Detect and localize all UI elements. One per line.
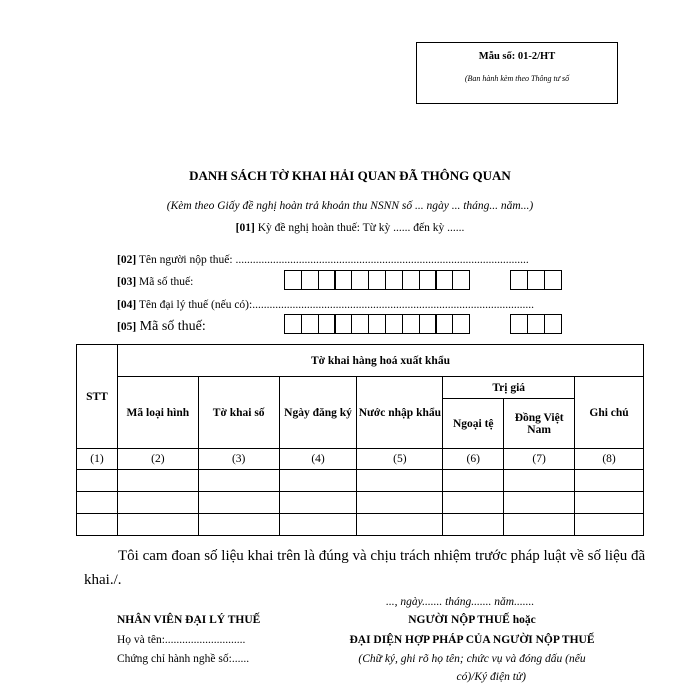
field-code-02: [02] [117,254,137,266]
col-note: Ghi chú [575,377,644,449]
col-num-7: (7) [504,449,575,470]
customs-declaration-table [76,344,644,536]
col-num-1: (1) [77,449,118,470]
taxpayer-title-line-1: NGƯỜI NỘP THUẾ hoặc [408,614,536,626]
taxpayer-tin-branch-boxes[interactable] [510,270,560,290]
col-num-3: (3) [198,449,279,470]
col-country: Nước nhập khẩu [357,377,443,449]
taxpayer-name-dots: ...................................................................................................... [235,254,529,266]
export-goods-header: Tờ khai hàng hoá xuất khẩu [117,345,643,377]
field-code-01: [01] [235,222,255,234]
field-code-05: [05] [117,321,137,333]
col-num-2: (2) [117,449,198,470]
agent-name-label: Tên đại lý thuế (nếu có): [136,299,253,311]
taxpayer-signature-note-1: (Chữ ký, ghi rõ họ tên; chức vụ và đóng dấu (nếu [358,653,586,665]
agent-staff-title: NHÂN VIÊN ĐẠI LÝ THUẾ [117,614,261,626]
table-row [77,514,644,536]
form-code: Mẫu số: 01-2/HT [478,51,556,62]
field-code-03: [03] [117,276,137,288]
agent-name-field [117,299,534,311]
document-title: DANH SÁCH TỜ KHAI HẢI QUAN ĐÃ THÔNG QUAN [189,168,511,183]
agent-staff-name: Họ và tên:............................ [117,634,246,646]
form-issued-note: (Ban hành kèm theo Thông tư số [464,74,570,83]
refund-period-text: Kỳ đề nghị hoàn thuế: Từ kỳ ...... đến kỳ ...... [254,222,465,234]
agent-tin-label: Mã số thuế: [136,319,206,334]
col-number: Tờ khai số [198,377,279,449]
taxpayer-tin-boxes[interactable] [284,270,469,290]
col-vnd: Đồng Việt Nam [504,399,575,449]
col-foreign-currency: Ngoại tệ [443,399,504,449]
col-num-6: (6) [443,449,504,470]
value-header: Trị giá [443,377,575,399]
agent-tin-branch-boxes[interactable] [510,314,560,334]
refund-period [0,222,700,234]
document-subtitle: (Kèm theo Giấy đề nghị hoàn trả khoản thu NSNN số ... ngày ... tháng... năm...) [166,200,534,212]
agent-staff-certificate: Chứng chỉ hành nghề số:...... [117,653,250,665]
field-code-04: [04] [117,299,137,311]
col-num-4: (4) [279,449,357,470]
col-num-5: (5) [357,449,443,470]
pledge-statement: Tôi cam đoan số liệu khai trên là đúng và chịu trách nhiệm trước pháp luật về số liệu đã khai./. [84,548,646,588]
signature-date-line: ..., ngày....... tháng....... năm....... [386,596,535,608]
agent-name-dots: .................................................................................................. [252,299,534,311]
col-num-8: (8) [575,449,644,470]
taxpayer-tin-field [117,276,193,288]
taxpayer-title-line-2: ĐẠI DIỆN HỢP PHÁP CỦA NGƯỜI NỘP THUẾ [349,634,595,646]
taxpayer-name-field [117,254,529,266]
agent-tin-boxes[interactable] [284,314,469,334]
col-type: Mã loại hình [117,377,198,449]
agent-tin-field [117,319,206,335]
taxpayer-signature-note-2 [302,671,642,683]
taxpayer-name-label: Tên người nộp thuế: [136,254,236,266]
form-code-box [416,42,618,104]
taxpayer-tin-label: Mã số thuế: [136,276,194,288]
table-row [77,492,644,514]
taxpayer-signature-note-2-text: có)/Ký điện tử) [456,671,526,683]
col-date: Ngày đăng ký [279,377,357,449]
table-row [77,470,644,492]
col-stt: STT [77,345,118,449]
